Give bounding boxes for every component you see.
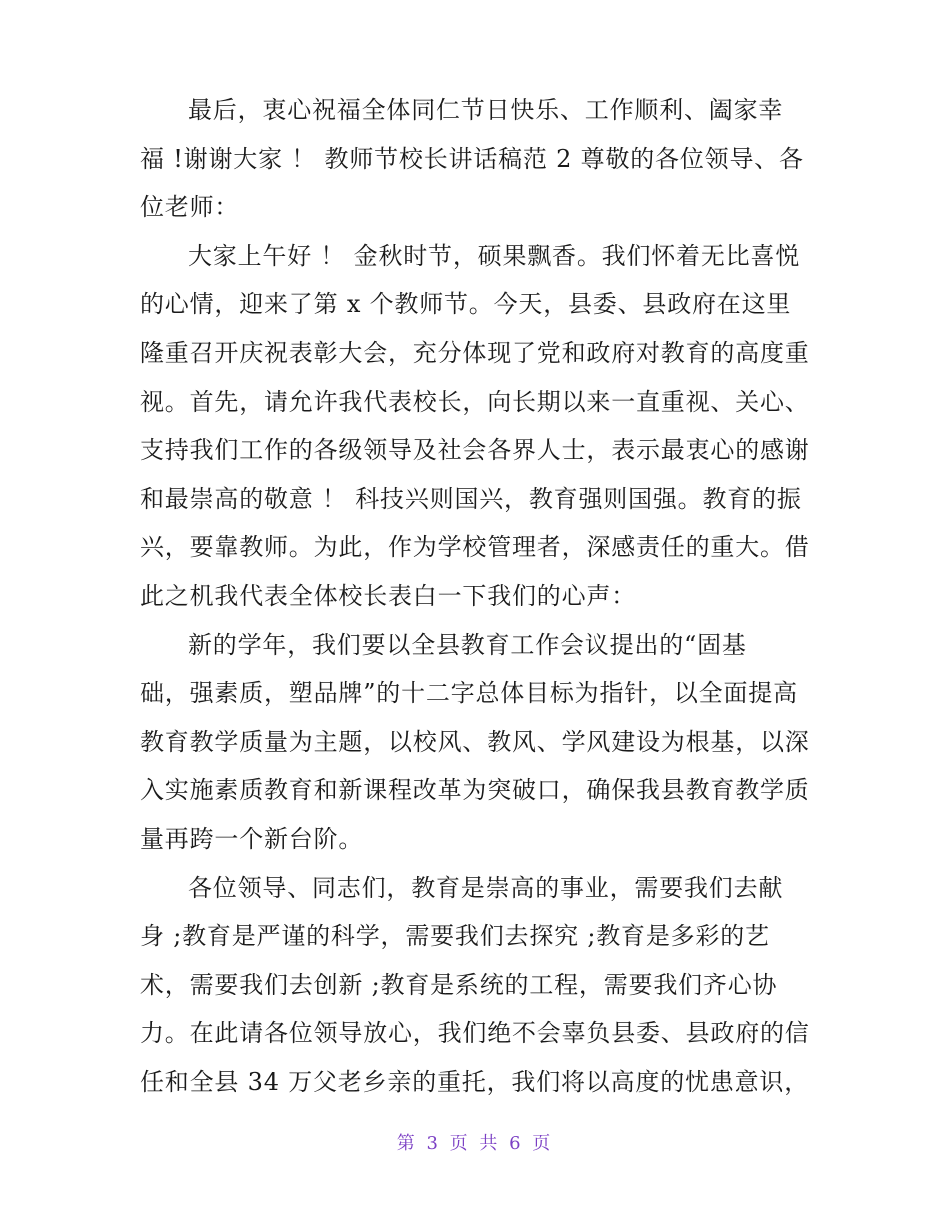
text-line: 位老师： [140,193,240,222]
text-line: 身 ;教育是严谨的科学，需要我们去探究 ;教育是多彩的艺 [140,922,770,951]
text-line: 福 !谢谢大家 ！ 教师节校长讲话稿范 2 尊敬的各位领导、各 [140,144,804,173]
text-line: 的心情，迎来了第 x 个教师节。今天，县委、县政府在这里 [140,290,792,319]
text-line: 最后，衷心祝福全体同仁节日快乐、工作顺利、阖家幸 [188,96,784,124]
text-line: 隆重召开庆祝表彰大会，充分体现了党和政府对教育的高度重 [140,338,810,367]
text-line: 支持我们工作的各级领导及社会各界人士，表示最衷心的感谢 [140,436,810,465]
text-line: 新的学年，我们要以全县教育工作会议提出的“固基 [188,630,747,659]
text-line: 术，需要我们去创新 ;教育是系统的工程，需要我们齐心协 [140,970,778,999]
text-line: 础，强素质，塑品牌”的十二字总体目标为指针，以全面提高 [140,679,798,708]
text-line: 入实施素质教育和新课程改革为突破口，确保我县教育教学质 [140,776,810,805]
text-line: 视。首先，请允许我代表校长，向长期以来一直重视、关心、 [140,387,810,416]
text-line: 任和全县 34 万父老乡亲的重托，我们将以高度的忧患意识， [140,1067,809,1096]
page-number-text: 第 3 页 共 6 页 [396,1133,554,1154]
text-line: 兴，要靠教师。为此，作为学校管理者，深感责任的重大。借 [140,533,810,562]
text-line: 力。在此请各位领导放心，我们绝不会辜负县委、县政府的信 [140,1019,810,1048]
page-footer [0,1130,950,1158]
text-line: 大家上午好 ！ 金秋时节，硕果飘香。我们怀着无比喜悦 [188,241,801,270]
text-line: 教育教学质量为主题，以校风、教风、学风建设为根基，以深 [140,727,810,756]
text-line: 和最崇高的敬意 ！ 科技兴则国兴，教育强则国强。教育的振 [140,484,802,513]
text-line: 各位领导、同志们，教育是崇高的事业，需要我们去献 [188,873,784,902]
text-line: 此之机我代表全体校长表白一下我们的心声： [140,581,636,610]
text-line: 量再跨一个新台阶。 [140,824,364,853]
document-body [140,86,816,1106]
